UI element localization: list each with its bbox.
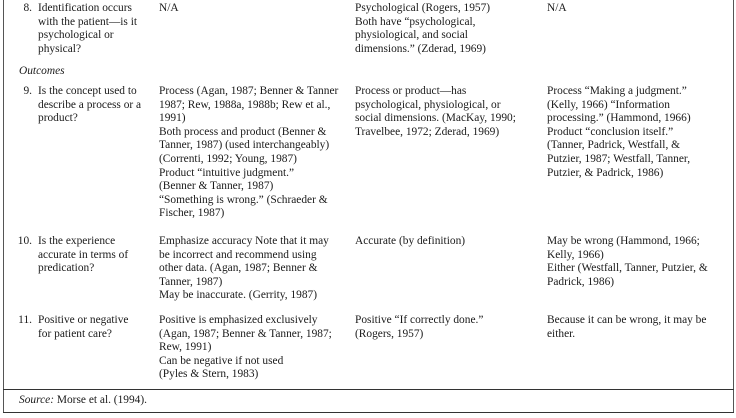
table-bottom-rule <box>3 389 734 390</box>
row-10-question: Is the experience accurate in terms of predication? <box>38 235 129 275</box>
row-9-col1: Process (Agan, 1987; Benner & Tanner 1987; Rew, 1988a, 1988b; Rew et al., 1991) Both process and product (Benner & Tanner, 1987) (used interchangeably) (Correnti, 1992; Young, 1987) Product “intuitive judgment.” (Benner & Tanner, 1987) “Something is wrong.” (Schraeder & Fischer, 1987) <box>159 85 339 220</box>
row-11-number: 11. <box>18 314 32 326</box>
source-note <box>19 394 147 408</box>
row-10-number: 10. <box>17 235 32 247</box>
source-text: Morse et al. (1994). <box>54 394 148 406</box>
row-10-col3: May be wrong (Hammond, 1966; Kelly, 1966) Either (Westfall, Tanner, Putzier, & Padrick, 1986) <box>547 235 708 288</box>
row-11-col3: Because it can be wrong, it may be either. <box>547 314 707 340</box>
row-10-col1: Emphasize accuracy Note that it may be incorrect and recommend using other data. (Agan, 1987; Benner & Tanner, 1987) May be inaccurate. (Gerrity, 1987) <box>159 235 329 302</box>
row-9-col3: Process “Making a judgment.” (Kelly, 1966) “Information processing.” (Hammond, 1966) Product “conclusion itself.” (Tanner, Padrick, Westfall, & Putzier, 1987; Westfall, Tanner, Putzier, & Padrick, 1986) <box>547 85 691 179</box>
row-11-question: Positive or negative for patient care? <box>38 314 129 340</box>
row-9-number: 9. <box>23 85 32 97</box>
source-label: Source: <box>19 394 55 406</box>
row-8-number: 8. <box>23 2 32 14</box>
section-outcomes: Outcomes <box>19 65 65 77</box>
table-left-border <box>3 0 4 413</box>
row-11-col1: Positive is emphasized exclusively (Agan, 1987; Benner & Tanner, 1987; Rew, 1991) Can be negative if not used (Pyles & Stern, 1983) <box>159 314 332 381</box>
row-8-question: Identification occurs with the patient—is it psychological or physical? <box>38 2 138 55</box>
row-8-col3: N/A <box>547 2 567 14</box>
row-9-col2: Process or product—has psychological, physiological, or social dimensions. (MacKay, 1990; Travelbee, 1972; Zderad, 1969) <box>355 85 516 138</box>
table-right-border <box>733 0 734 413</box>
row-9-question: Is the concept used to describe a process or a product? <box>38 85 142 125</box>
table-footer-rule <box>3 412 734 413</box>
row-8-col1: N/A <box>159 2 179 14</box>
row-8-col2: Psychological (Rogers, 1957) Both have “psychological, physiological, and social dimensions.” (Zderad, 1969) <box>355 2 491 55</box>
row-10-col2: Accurate (by definition) <box>355 235 466 247</box>
row-11-col2: Positive “If correctly done.” (Rogers, 1957) <box>355 314 484 340</box>
